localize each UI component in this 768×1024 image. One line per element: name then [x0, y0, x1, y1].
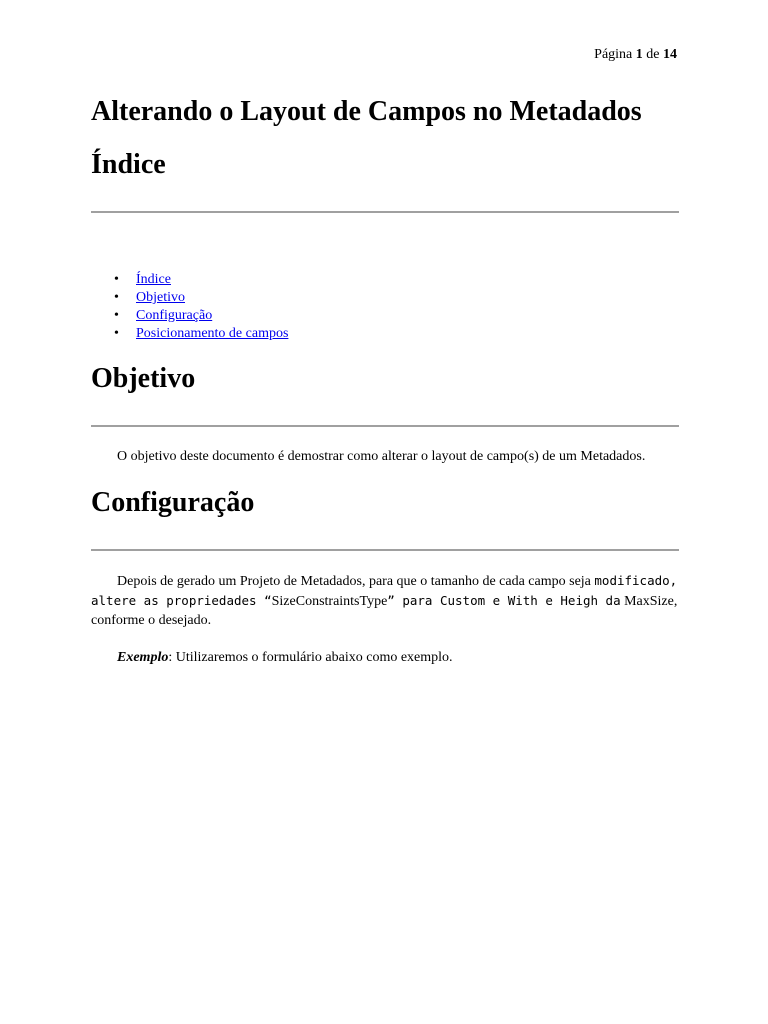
toc-link-posicionamento[interactable]: Posicionamento de campos [136, 326, 289, 341]
document-title: Alterando o Layout de Campos no Metadados [91, 96, 642, 127]
section-heading-configuracao: Configuração [91, 487, 255, 518]
toc-item [91, 307, 679, 325]
toc-link-configuracao[interactable]: Configuração [136, 308, 213, 323]
bullet-icon: • [114, 290, 119, 305]
example-label: Exemplo [117, 650, 169, 665]
table-of-contents [91, 271, 679, 343]
page-prefix: Página [594, 47, 633, 62]
configuracao-text-part5: MaxSize, conforme o desejado. [91, 594, 678, 628]
bullet-icon: • [114, 272, 119, 287]
configuracao-text-part3: SizeConstraintsType [271, 594, 388, 609]
toc-item [91, 289, 679, 307]
section-divider [91, 425, 679, 427]
toc-link-indice[interactable]: Índice [136, 272, 171, 287]
section-divider [91, 549, 679, 551]
example-text: : Utilizaremos o formulário abaixo como exemplo. [168, 650, 453, 665]
configuracao-paragraph [91, 571, 679, 630]
page-of: de [646, 47, 660, 62]
objetivo-paragraph: O objetivo deste documento é demostrar como alterar o layout de campo(s) de um Metadados. [117, 449, 646, 464]
toc-link-objetivo[interactable]: Objetivo [136, 290, 185, 305]
section-heading-indice: Índice [91, 149, 166, 180]
page-total: 14 [663, 47, 677, 62]
toc-item [91, 325, 679, 343]
configuracao-text-part1: Depois de gerado um Projeto de Metadados, para que o tamanho de cada campo seja [117, 574, 595, 589]
configuracao-text-part2: modificado, altere as propriedades “ [91, 573, 678, 608]
page-current: 1 [635, 47, 643, 62]
toc-item [91, 271, 679, 289]
configuracao-text-part4: ” para Custom e With e Heigh da [387, 593, 621, 608]
document-content [91, 94, 679, 667]
section-heading-objetivo: Objetivo [91, 363, 196, 394]
section-divider [91, 211, 679, 213]
example-paragraph [91, 648, 679, 667]
bullet-icon: • [114, 326, 119, 341]
page-number [594, 46, 677, 64]
bullet-icon: • [114, 308, 119, 323]
